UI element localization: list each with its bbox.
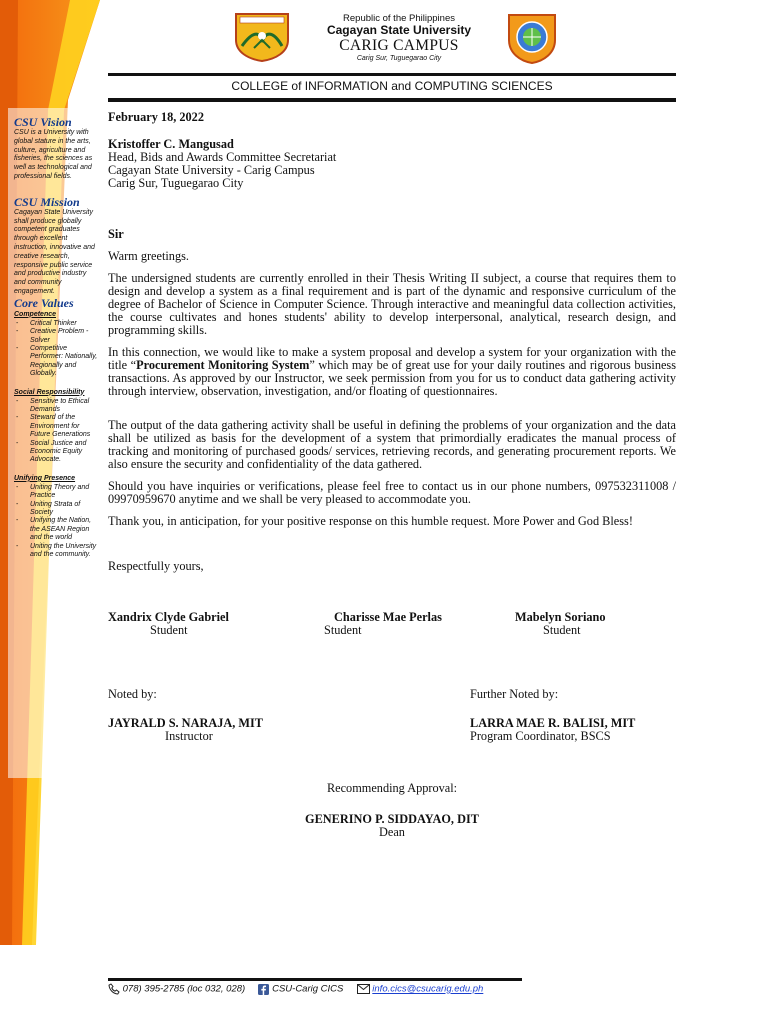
body-paragraph-5: Thank you, in anticipation, for your positive response on this humble request. More Power and God Bless! [108, 514, 633, 528]
student-role: Student [150, 623, 188, 637]
coordinator-name: LARRA MAE R. BALISI, MIT [470, 716, 636, 730]
coordinator-role: Program Coordinator, BSCS [470, 729, 611, 743]
body-paragraph-4: Should you have inquiries or verifications, please feel free to contact us in our phone numbers, 097532311008 / 09970959670 anytime and we shall be very pleased to accommodate you. [108, 479, 676, 506]
student-role: Student [324, 623, 362, 637]
sidebar-vision-mission [14, 116, 98, 560]
contact-footer [108, 983, 483, 996]
dean-role: Dean [379, 825, 405, 839]
closing: Respectfully yours, [108, 559, 204, 573]
body-paragraph-2 [108, 346, 676, 398]
noted-by-label: Noted by: [108, 687, 157, 701]
body-paragraph-1: The undersigned students are currently enrolled in their Thesis Writing II subject, a course that requires them to design and develop a system as a final requirement and is part of the dynamic and responsive curriculum of the degree of Bachelor of Science in Computer Science. Through interactive and meaningful data collection activities, the course cultivates and hones students' ability to develop interpersonal, analytical, research design, and programming skills. [108, 271, 676, 337]
value-group-title: Unifying Presence [14, 474, 76, 482]
recipient-line: Cagayan State University - Carig Campus [108, 163, 315, 177]
value-item: - Sensitive to Ethical Demands [14, 398, 98, 415]
value-list [14, 484, 98, 560]
cics-seal-icon [506, 12, 558, 64]
mission-text: Cagayan State University shall produce globally competent graduates through excellent instruction, innovative and creative research, responsive public service and productive industry and community engagement. [14, 208, 95, 295]
body-text: ” which may be of great use for your daily routines and rigorous business transactions. As approved by our Instructor, we seek permission from you for us to conduct data gathering activity through interview, observation, investigation, and/or floating of questionnaires. [108, 358, 677, 398]
footer-facebook: CSU-Carig CICS [272, 983, 344, 995]
body-paragraph-3: The output of the data gathering activity shall be useful in defining the problems of your organization and the data shall be utilized as basis for the development of a system that primordially eradicates the manual process of tracking and monitoring of purchased goods/ services, retrieving records, and generating procurement reports. We also ensure the security and confidentiality of the data gathered. [108, 418, 676, 471]
envelope-icon [357, 984, 370, 994]
value-item: - Steward of the Environment for Future Generations [14, 414, 98, 439]
phone-icon [108, 983, 120, 995]
value-item: - Uniting Theory and Practice [14, 484, 98, 501]
mission-title: CSU Mission [14, 194, 80, 209]
salutation: Sir [108, 227, 124, 241]
value-item: - Uniting the University and the community. [14, 543, 98, 560]
approval-label: Recommending Approval: [326, 781, 458, 795]
footer-rule [108, 978, 522, 981]
footer-phone: 078) 395-2785 (loc 032, 028) [122, 983, 246, 995]
core-values-title: Core Values [14, 295, 74, 310]
value-item: - Competitive Performer: Nationally, Regionally and Globally. [14, 345, 98, 379]
student-name: Charisse Mae Perlas [334, 610, 442, 624]
dean-name: GENERINO P. SIDDAYAO, DIT [305, 812, 479, 826]
student-name: Xandrix Clyde Gabriel [108, 610, 229, 624]
instructor-role: Instructor [165, 729, 213, 743]
student-name: Mabelyn Soriano [515, 610, 606, 624]
value-item: - Critical Thinker [14, 320, 98, 328]
value-list [14, 320, 98, 379]
college-name: COLLEGE of INFORMATION and COMPUTING SCIENCES [231, 79, 553, 93]
recipient-line: Carig Sur, Tuguegarao City [108, 176, 244, 190]
value-item: - Social Justice and Economic Equity Advocate. [14, 440, 98, 465]
greeting: Warm greetings. [108, 249, 189, 263]
recipient-line: Head, Bids and Awards Committee Secretariat [108, 150, 337, 164]
value-group-title: Social Responsibility [14, 388, 85, 396]
value-item: - Uniting Strata of Society [14, 501, 98, 518]
csu-seal-icon [232, 12, 292, 62]
vision-title: CSU Vision [14, 115, 72, 129]
recipient-name: Kristoffer C. Mangusad [108, 137, 234, 151]
value-item: - Unifying the Nation, the ASEAN Region and the world [14, 517, 98, 542]
letter-date: February 18, 2022 [108, 110, 204, 124]
campus-name: CARIG CAMPUS [339, 37, 459, 54]
header-rule-bottom [108, 98, 676, 102]
footer-email-link[interactable]: info.cics@csucarig.edu.ph [372, 983, 484, 995]
campus-address: Carig Sur, Tuguegarao City [356, 55, 442, 62]
further-noted-label: Further Noted by: [470, 687, 559, 701]
student-role: Student [543, 623, 581, 637]
system-title: Procurement Monitoring System [136, 358, 310, 372]
instructor-name: JAYRALD S. NARAJA, MIT [108, 716, 263, 730]
header-rule-top [108, 73, 676, 76]
value-item: - Creative Problem - Solver [14, 328, 98, 345]
republic-line: Republic of the Philippines [343, 13, 455, 24]
body-text: In this connection, we would like to make a system proposal and develop a system for your organization with the title “ [108, 345, 676, 372]
vision-text: CSU is a University with global stature in the arts, culture, agriculture and fisheries, the sciences as well as technological and professional fields. [14, 129, 93, 180]
letterhead [296, 13, 502, 63]
facebook-icon [258, 984, 269, 995]
value-group-title: Competence [14, 310, 57, 318]
value-list [14, 398, 98, 465]
university-name: Cagayan State University [326, 23, 472, 37]
